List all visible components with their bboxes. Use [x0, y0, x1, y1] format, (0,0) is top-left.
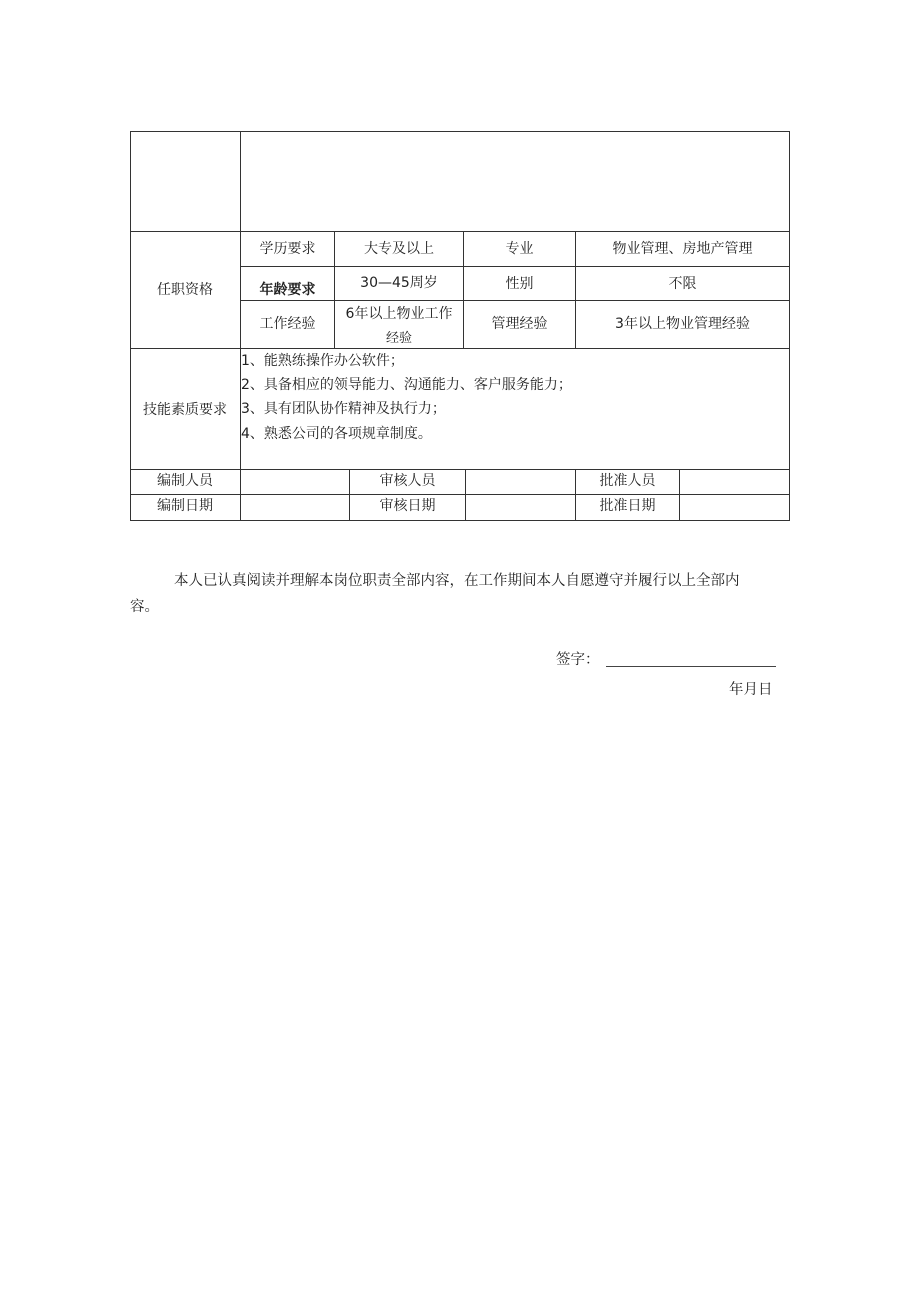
reviewed-by-label: 审核人员 [379, 473, 436, 489]
experience-value-line2: 经验 [385, 331, 412, 346]
skills-item: 4、熟悉公司的各项规章制度。 [241, 426, 432, 442]
statement-line2: 容。 [130, 599, 159, 615]
skills-item: 1、能熟练操作办公软件； [241, 353, 404, 369]
skills-item: 2、具备相应的领导能力、沟通能力、客户服务能力； [241, 377, 572, 393]
table-border-left [130, 131, 131, 521]
reviewed-date-label: 审核日期 [379, 498, 436, 514]
signature-line [606, 666, 776, 667]
prepared-date-label: 编制日期 [157, 498, 213, 514]
table-border-right [789, 131, 790, 521]
gender-value: 不限 [668, 276, 697, 292]
education-label: 学历要求 [259, 241, 316, 257]
approved-by-label: 批准人员 [599, 473, 656, 489]
table-divider [130, 469, 790, 470]
major-value: 物业管理、房地产管理 [612, 241, 753, 257]
experience-value-line1: 6年以上物业工作 [345, 306, 453, 322]
table-border-bottom [130, 520, 790, 521]
experience-label: 工作经验 [259, 316, 316, 332]
table-divider [241, 300, 790, 301]
statement-line1: 本人已认真阅读并理解本岗位职责全部内容，在工作期间本人自愿遵守并履行以上全部内 [174, 573, 740, 589]
table-divider [679, 469, 680, 521]
table-divider [241, 266, 790, 267]
education-value: 大专及以上 [364, 241, 434, 257]
table-divider [130, 231, 790, 232]
prepared-by-label: 编制人员 [157, 473, 213, 489]
age-label: 年龄要求 [259, 282, 316, 298]
skills-item: 3、具有团队协作精神及执行力； [241, 401, 446, 417]
signature-label: 签字： [556, 652, 600, 668]
table-border-top [130, 131, 790, 132]
approved-date-label: 批准日期 [599, 498, 656, 514]
gender-label: 性别 [505, 276, 534, 292]
major-label: 专业 [505, 241, 534, 257]
qualification-label: 任职资格 [157, 282, 213, 298]
age-value: 30—45周岁 [360, 275, 438, 291]
table-divider [465, 469, 466, 521]
mgmt-exp-value: 3年以上物业管理经验 [615, 316, 750, 332]
mgmt-exp-label: 管理经验 [491, 316, 548, 332]
table-divider [130, 348, 790, 349]
skills-label: 技能素质要求 [143, 402, 227, 418]
table-divider [130, 494, 790, 495]
date-label: 年月日 [729, 682, 773, 698]
